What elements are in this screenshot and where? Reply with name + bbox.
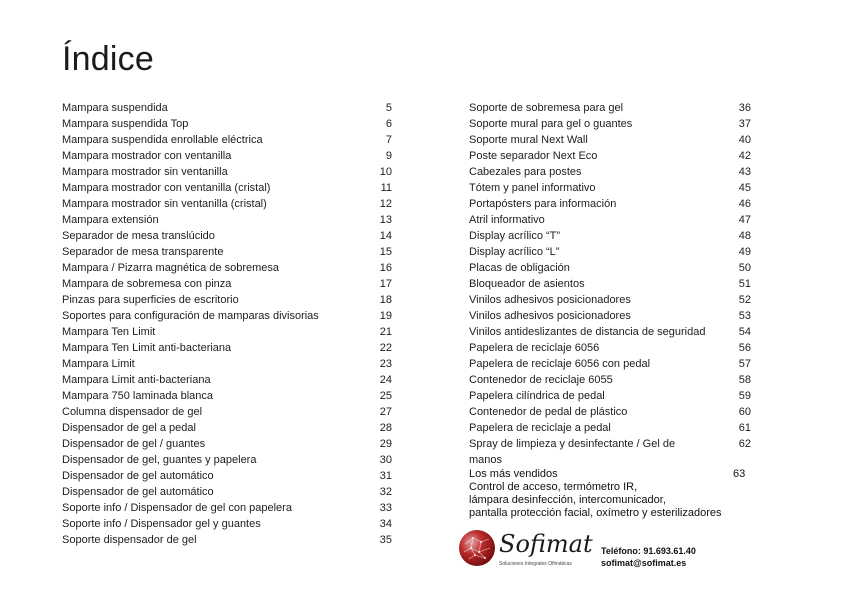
toc-entry-title: Mampara Limit bbox=[62, 358, 135, 370]
toc-entry-title: Dispensador de gel / guantes bbox=[62, 438, 206, 450]
toc-entry-title: Soporte info / Dispensador de gel con papelera bbox=[62, 502, 292, 514]
bestsellers-section bbox=[469, 468, 769, 520]
toc-entry bbox=[62, 164, 392, 180]
toc-entry bbox=[469, 324, 751, 340]
toc-entry-page: 57 bbox=[738, 358, 751, 370]
toc-entry-title: Papelera de reciclaje a pedal bbox=[469, 422, 611, 434]
toc-entry bbox=[62, 196, 392, 212]
toc-entry bbox=[62, 404, 392, 420]
contact-info bbox=[601, 545, 696, 569]
toc-entry-title: Mampara Ten Limit bbox=[62, 326, 156, 338]
toc-entry-page: 48 bbox=[738, 230, 751, 242]
toc-entry bbox=[469, 436, 751, 468]
toc-entry-page: 23 bbox=[379, 358, 392, 370]
bestsellers-line: pantalla protección facial, oxímetro y esterilizadores bbox=[469, 507, 722, 519]
toc-entry-title: Dispensador de gel automático bbox=[62, 486, 214, 498]
toc-entry bbox=[62, 484, 392, 500]
toc-entry-title: Dispensador de gel, guantes y papelera bbox=[62, 454, 257, 466]
toc-entry bbox=[62, 100, 392, 116]
toc-entry-page: 16 bbox=[379, 262, 392, 274]
toc-entry-title: Mampara mostrador sin ventanilla bbox=[62, 166, 228, 178]
toc-entry-page: 47 bbox=[738, 214, 751, 226]
toc-entry-page: 22 bbox=[379, 342, 392, 354]
toc-entry bbox=[62, 452, 392, 468]
toc-entry-page: 7 bbox=[385, 134, 392, 146]
toc-entry-title: Bloqueador de asientos bbox=[469, 278, 585, 290]
toc-entry-title: Mampara mostrador sin ventanilla (cristal) bbox=[62, 198, 267, 210]
toc-entry-title: Mampara 750 laminada blanca bbox=[62, 390, 214, 402]
toc-entry-page: 36 bbox=[738, 102, 751, 114]
toc-entry-page: 17 bbox=[379, 278, 392, 290]
toc-entry-title: Display acrílico “T” bbox=[469, 230, 561, 242]
toc-entry-title: Mampara de sobremesa con pinza bbox=[62, 278, 232, 290]
toc-entry-title: Vinilos antideslizantes de distancia de seguridad bbox=[469, 326, 706, 338]
toc-entry-page: 52 bbox=[738, 294, 751, 306]
toc-entry-page: 58 bbox=[738, 374, 751, 386]
toc-entry-title: Cabezales para postes bbox=[469, 166, 582, 178]
toc-entry bbox=[62, 356, 392, 372]
toc-entry-title: Portapósters para información bbox=[469, 198, 617, 210]
toc-entry-title: Separador de mesa transparente bbox=[62, 246, 224, 258]
toc-entry-title: Mampara Limit anti-bacteriana bbox=[62, 374, 211, 386]
toc-entry bbox=[62, 340, 392, 356]
toc-entry-title: Papelera de reciclaje 6056 bbox=[469, 342, 600, 354]
toc-entry bbox=[62, 500, 392, 516]
toc-entry-page: 46 bbox=[738, 198, 751, 210]
bestsellers-line: Control de acceso, termómetro IR, bbox=[469, 481, 638, 493]
toc-entry bbox=[62, 324, 392, 340]
toc-entry-page: 30 bbox=[379, 454, 392, 466]
toc-entry bbox=[469, 356, 751, 372]
toc-entry bbox=[469, 276, 751, 292]
toc-entry-page: 51 bbox=[738, 278, 751, 290]
toc-entry-page: 42 bbox=[738, 150, 751, 162]
toc-entry bbox=[469, 196, 751, 212]
contact-email: sofimat@sofimat.es bbox=[601, 558, 687, 568]
toc-entry-page: 13 bbox=[379, 214, 392, 226]
toc-entry-title: Mampara Ten Limit anti-bacteriana bbox=[62, 342, 232, 354]
toc-entry-title: Spray de limpieza y desinfectante / Gel de manos bbox=[469, 438, 676, 466]
toc-entry-title: Soportes para configuración de mamparas divisorias bbox=[62, 310, 319, 322]
toc-entry-title: Soporte mural Next Wall bbox=[469, 134, 588, 146]
toc-entry bbox=[62, 180, 392, 196]
bestsellers-heading: Los más vendidos bbox=[469, 468, 558, 480]
toc-entry-page: 27 bbox=[379, 406, 392, 418]
toc-entry bbox=[469, 292, 751, 308]
toc-entry-page: 6 bbox=[385, 118, 392, 130]
toc-entry-page: 59 bbox=[738, 390, 751, 402]
toc-entry-page: 40 bbox=[738, 134, 751, 146]
toc-entry bbox=[469, 420, 751, 436]
toc-entry bbox=[469, 260, 751, 276]
toc-entry-page: 45 bbox=[738, 182, 751, 194]
toc-entry-page: 35 bbox=[379, 534, 392, 546]
toc-entry bbox=[469, 116, 751, 132]
toc-entry bbox=[62, 516, 392, 532]
toc-entry-title: Atril informativo bbox=[469, 214, 545, 226]
toc-entry-page: 5 bbox=[385, 102, 392, 114]
toc-entry-page: 28 bbox=[379, 422, 392, 434]
toc-entry-title: Soporte info / Dispensador gel y guantes bbox=[62, 518, 261, 530]
toc-entry-title: Soporte mural para gel o guantes bbox=[469, 118, 633, 130]
toc-entry bbox=[469, 388, 751, 404]
toc-entry bbox=[62, 260, 392, 276]
toc-entry bbox=[62, 468, 392, 484]
toc-entry bbox=[62, 420, 392, 436]
page-title: Índice bbox=[62, 40, 154, 78]
toc-entry bbox=[62, 116, 392, 132]
toc-entry-page: 14 bbox=[379, 230, 392, 242]
toc-entry-title: Soporte de sobremesa para gel bbox=[469, 102, 624, 114]
toc-entry-title: Pinzas para superficies de escritorio bbox=[62, 294, 239, 306]
brand-name: Sofimat bbox=[499, 530, 593, 558]
bestsellers-page-number: 63 bbox=[733, 468, 746, 480]
toc-entry-page: 12 bbox=[379, 198, 392, 210]
toc-entry-page: 21 bbox=[379, 326, 392, 338]
toc-entry-page: 10 bbox=[379, 166, 392, 178]
toc-entry bbox=[62, 276, 392, 292]
toc-entry-page: 49 bbox=[738, 246, 751, 258]
toc-entry-page: 34 bbox=[379, 518, 392, 530]
toc-entry-title: Dispensador de gel a pedal bbox=[62, 422, 196, 434]
toc-entry bbox=[62, 132, 392, 148]
toc-entry-page: 56 bbox=[738, 342, 751, 354]
toc-entry-title: Contenedor de pedal de plástico bbox=[469, 406, 628, 418]
toc-entry-page: 19 bbox=[379, 310, 392, 322]
toc-entry bbox=[469, 148, 751, 164]
toc-entry-title: Display acrílico “L” bbox=[469, 246, 560, 258]
toc-entry bbox=[62, 388, 392, 404]
toc-entry-title: Mampara mostrador con ventanilla (cristal) bbox=[62, 182, 271, 194]
toc-entry-page: 60 bbox=[738, 406, 751, 418]
toc-entry-page: 15 bbox=[379, 246, 392, 258]
toc-entry bbox=[469, 212, 751, 228]
toc-entry bbox=[469, 308, 751, 324]
toc-entry-page: 33 bbox=[379, 502, 392, 514]
toc-entry-title: Mampara suspendida bbox=[62, 102, 168, 114]
toc-entry-title: Mampara mostrador con ventanilla bbox=[62, 150, 232, 162]
toc-entry bbox=[62, 212, 392, 228]
toc-entry-title: Soporte dispensador de gel bbox=[62, 534, 197, 546]
toc-entry-title: Mampara suspendida Top bbox=[62, 118, 189, 130]
toc-entry-title: Separador de mesa translúcido bbox=[62, 230, 215, 242]
toc-entry bbox=[469, 180, 751, 196]
toc-entry-page: 18 bbox=[379, 294, 392, 306]
toc-entry-title: Mampara suspendida enrollable eléctrica bbox=[62, 134, 263, 146]
toc-entry bbox=[62, 308, 392, 324]
toc-entry bbox=[62, 148, 392, 164]
toc-entry bbox=[469, 164, 751, 180]
sphere-icon bbox=[459, 530, 495, 566]
toc-entry bbox=[62, 292, 392, 308]
toc-entry-title: Papelera de reciclaje 6056 con pedal bbox=[469, 358, 651, 370]
toc-entry bbox=[469, 244, 751, 260]
toc-entry-title: Vinilos adhesivos posicionadores bbox=[469, 310, 631, 322]
toc-entry-page: 32 bbox=[379, 486, 392, 498]
toc-entry bbox=[62, 372, 392, 388]
contact-phone: Teléfono: 91.693.61.40 bbox=[601, 546, 696, 556]
toc-entry bbox=[62, 436, 392, 452]
toc-entry bbox=[469, 132, 751, 148]
toc-entry-title: Dispensador de gel automático bbox=[62, 470, 214, 482]
toc-entry-title: Tótem y panel informativo bbox=[469, 182, 596, 194]
toc-entry-title: Mampara extensión bbox=[62, 214, 159, 226]
toc-entry bbox=[469, 404, 751, 420]
toc-entry-page: 61 bbox=[738, 422, 751, 434]
toc-entry-page: 9 bbox=[385, 150, 392, 162]
toc-entry-title: Papelera cilíndrica de pedal bbox=[469, 390, 605, 402]
toc-entry-title: Columna dispensador de gel bbox=[62, 406, 203, 418]
toc-entry-page: 53 bbox=[738, 310, 751, 322]
toc-entry-title: Contenedor de reciclaje 6055 bbox=[469, 374, 613, 386]
toc-entry-page: 29 bbox=[379, 438, 392, 450]
toc-entry-title: Vinilos adhesivos posicionadores bbox=[469, 294, 631, 306]
toc-entry-page: 37 bbox=[738, 118, 751, 130]
sofimat-logo bbox=[459, 528, 599, 572]
toc-entry-title: Mampara / Pizarra magnética de sobremesa bbox=[62, 262, 280, 274]
toc-entry bbox=[62, 532, 392, 548]
toc-entry bbox=[62, 244, 392, 260]
toc-entry-page: 43 bbox=[738, 166, 751, 178]
toc-entry-page: 24 bbox=[379, 374, 392, 386]
toc-entry bbox=[62, 228, 392, 244]
bestsellers-line: lámpara desinfección, intercomunicador, bbox=[469, 494, 666, 506]
toc-right-column bbox=[469, 100, 751, 468]
toc-entry-title: Placas de obligación bbox=[469, 262, 570, 274]
toc-entry-page: 31 bbox=[379, 470, 392, 482]
toc-left-column bbox=[62, 100, 392, 548]
toc-entry-page: 25 bbox=[379, 390, 392, 402]
toc-entry bbox=[469, 100, 751, 116]
brand-tagline: Soluciones Integrales Ofimáticas bbox=[499, 561, 572, 567]
toc-entry bbox=[469, 372, 751, 388]
toc-entry-page: 54 bbox=[738, 326, 751, 338]
toc-entry-title: Poste separador Next Eco bbox=[469, 150, 598, 162]
toc-entry-page: 50 bbox=[738, 262, 751, 274]
toc-entry-page: 11 bbox=[380, 182, 392, 194]
toc-entry-page: 62 bbox=[738, 438, 751, 450]
toc-entry bbox=[469, 340, 751, 356]
toc-entry bbox=[469, 228, 751, 244]
